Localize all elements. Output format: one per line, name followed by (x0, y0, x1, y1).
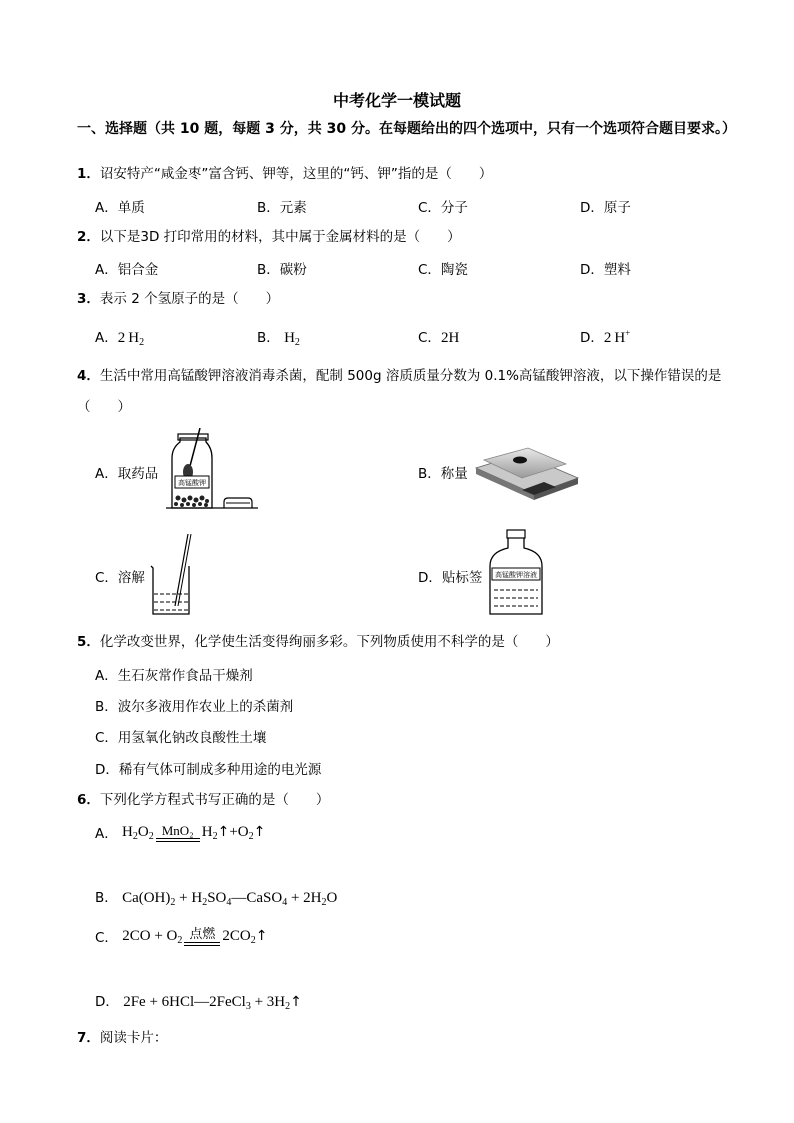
question-1 (77, 163, 757, 185)
q5-option-b[interactable]: B．波尔多液用作农业上的杀菌剂 (95, 699, 294, 715)
question-text: 阅读卡片： (99, 1030, 168, 1046)
q3-option-a[interactable]: A．2 $H_2$ (95, 330, 145, 348)
question-text: 生活中常用高锰酸钾溶液消毒杀菌，配制 500g 溶质质量分数为 0.1%高锰酸钾溶液，以下操作错误的是（ ） (77, 368, 722, 415)
q2-option-c[interactable]: C．陶瓷 (418, 262, 468, 278)
question-2 (77, 226, 757, 248)
ignite-condition: 点燃 (184, 927, 220, 946)
scale-illustration (472, 438, 580, 500)
question-number: 3． (77, 291, 100, 307)
reagent-jar-illustration (164, 428, 260, 512)
bottle-label: 高锰酸钾溶液 (495, 571, 537, 579)
question-number: 7． (77, 1030, 100, 1046)
question-number: 2． (77, 229, 100, 245)
question-5 (77, 631, 757, 653)
question-number: 6． (77, 792, 100, 808)
q3-option-b[interactable]: B． $H_2$ (257, 330, 300, 348)
question-number: 5． (77, 634, 100, 650)
q4-option-d[interactable]: D．贴标签 (418, 570, 483, 586)
question-text: 表示 2 个氢原子的是（ ） (99, 291, 280, 307)
catalyst-condition: MnO₂ (156, 823, 200, 842)
q6-option-b[interactable]: B． $Ca(OH)_2$ + $H_2SO_4—CaSO_4 + 2H_2O$ (95, 890, 338, 908)
question-number: 4． (77, 368, 100, 384)
jar-label: 高锰酸钾 (178, 479, 206, 487)
q6-option-a[interactable]: A． $H_2O_2$ MnO₂ $H_2↑+O_2↑$ (95, 823, 266, 842)
q2-option-b[interactable]: B．碳粉 (257, 262, 307, 278)
q2-option-a[interactable]: A．铝合金 (95, 262, 159, 278)
q1-option-c[interactable]: C．分子 (418, 200, 468, 216)
q1-option-d[interactable]: D．原子 (580, 200, 631, 216)
question-6 (77, 789, 757, 811)
question-text: 下列化学方程式书写正确的是（ ） (99, 792, 330, 808)
question-4 (77, 361, 757, 423)
q5-option-a[interactable]: A．生石灰常作食品干燥剂 (95, 668, 253, 684)
q4-option-a[interactable]: A．取药品 (95, 466, 159, 482)
q3-option-d[interactable]: D．2 H+ (580, 328, 631, 346)
q1-option-a[interactable]: A．单质 (95, 200, 145, 216)
question-text: 化学改变世界，化学使生活变得绚丽多彩。下列物质使用不科学的是（ ） (99, 634, 559, 650)
q4-option-c[interactable]: C．溶解 (95, 570, 145, 586)
question-text: 诏安特产“咸金枣”富含钙、钾等，这里的“钙、钾”指的是（ ） (99, 166, 493, 182)
question-number: 1． (77, 166, 100, 182)
q5-option-c[interactable]: C．用氢氧化钠改良酸性土壤 (95, 730, 267, 746)
question-3 (77, 288, 757, 310)
q3-option-c[interactable]: C．2H (418, 330, 460, 346)
q6-option-d[interactable]: D． 2Fe + 6HCl—2FeCl$_3$ + $3H_2↑$ (95, 994, 302, 1012)
beaker-illustration (148, 534, 194, 616)
section-heading: 一、选择题（共 10 题，每题 3 分，共 30 分。在每题给出的四个选项中，只有一个选项符合题目要求。） (77, 121, 736, 137)
q6-option-c[interactable]: C． $2CO + O_2$ 点燃 $2CO_2↑$ (95, 927, 268, 946)
question-text: 以下是3D 打印常用的材料，其中属于金属材料的是（ ） (99, 229, 461, 245)
q2-option-d[interactable]: D．塑料 (580, 262, 631, 278)
question-7 (77, 1027, 757, 1049)
q5-option-d[interactable]: D．稀有气体可制成多种用途的电光源 (95, 762, 322, 778)
q1-option-b[interactable]: B．元素 (257, 200, 307, 216)
page-title: 中考化学一模试题 (332, 91, 461, 110)
labeled-bottle-illustration (486, 528, 546, 618)
q4-option-b[interactable]: B．称量 (418, 466, 468, 482)
